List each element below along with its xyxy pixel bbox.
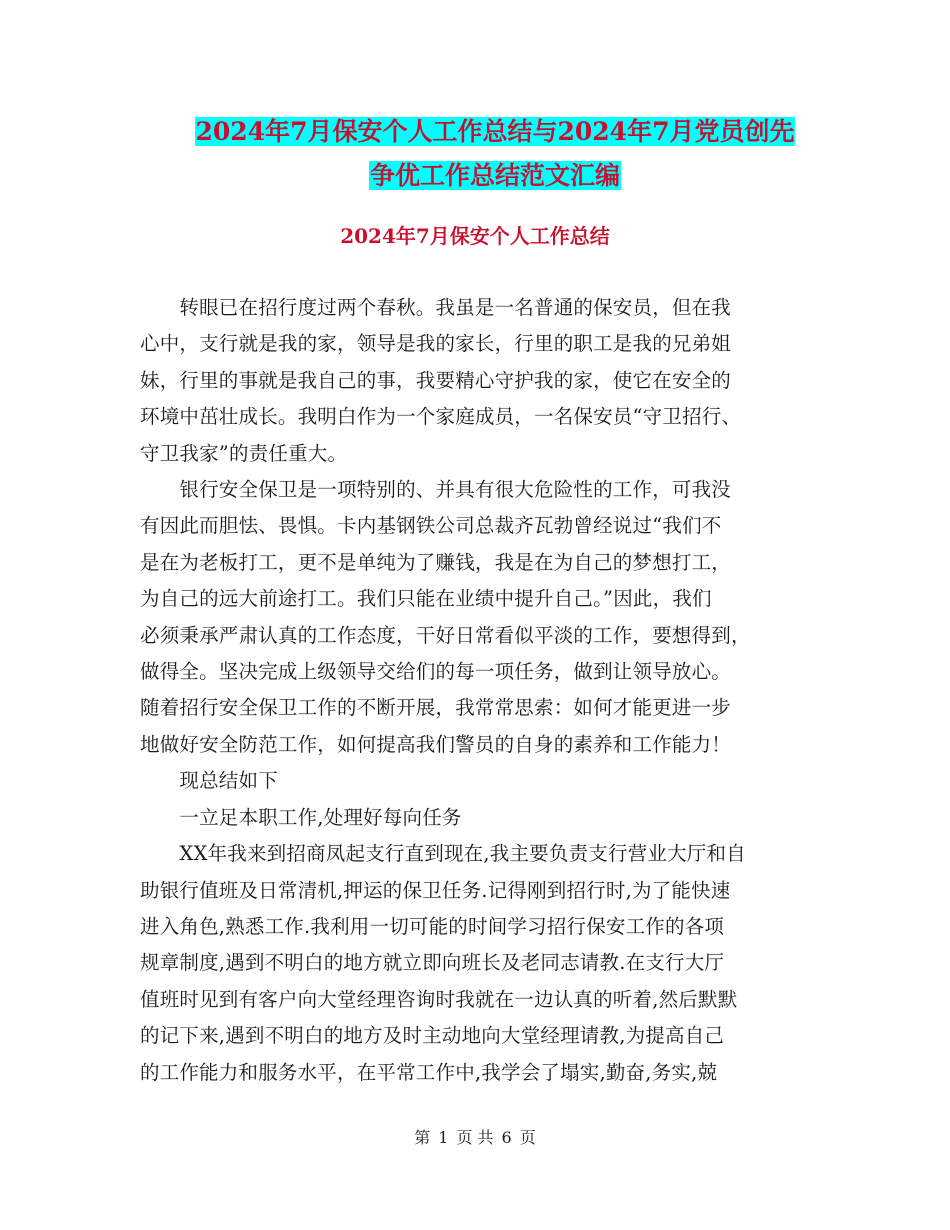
- body-line: XX年我来到招商凤起支行直到现在,我主要负责支行营业大厅和自: [140, 842, 746, 866]
- section-title: 2024年7月保安个人工作总结: [340, 224, 610, 248]
- body-line: 有因此而胆怯、畏惧。卡内基钢铁公司总裁齐瓦勃曾经说过“我们不: [140, 514, 722, 538]
- footer-suffix: 页: [519, 1128, 536, 1147]
- document-title-line-2: [140, 156, 850, 196]
- body-line: 的工作能力和服务水平，在平常工作中,我学会了塌实,勤奋,务实,兢: [140, 1060, 718, 1084]
- body-line: 银行安全保卫是一项特别的、并具有很大危险性的工作，可我没: [140, 478, 732, 502]
- body-line: 是在为老板打工，更不是单纯为了赚钱，我是在为自己的梦想打工，: [140, 550, 732, 574]
- body-line: 做得全。坚决完成上级领导交给们的每一项任务，做到让领导放心。: [140, 660, 732, 684]
- body-line: 为自己的远大前途打工。我们只能在业绩中提升自己。”因此，我们: [140, 587, 712, 611]
- document-body: [140, 290, 810, 1091]
- document-title-line-1: [140, 112, 850, 152]
- body-line: 心中，支行就是我的家，领导是我的家长，行里的职工是我的兄弟姐: [140, 332, 732, 356]
- body-line: 随着招行安全保卫工作的不断开展，我常常思索：如何才能更进一步: [140, 696, 732, 720]
- body-line: 转眼已在招行度过两个春秋。我虽是一名普通的保安员，但在我: [140, 296, 732, 319]
- body-line: 守卫我家”的责任重大。: [140, 441, 348, 465]
- footer-page-number: 1: [438, 1128, 449, 1147]
- body-line: 一立足本职工作,处理好每向任务: [140, 805, 462, 829]
- page-footer: [0, 1125, 950, 1148]
- footer-prefix: 第: [414, 1128, 431, 1147]
- title-highlight: 2024年7月保安个人工作总结与2024年7月党员创先: [195, 117, 795, 146]
- body-line: 必须秉承严肃认真的工作态度，干好日常看似平淡的工作，要想得到，: [140, 623, 751, 647]
- footer-mid: 页 共: [456, 1128, 494, 1147]
- body-line: 环境中茁壮成长。我明白作为一个家庭成员，一名保安员“守卫招行、: [140, 405, 742, 429]
- body-line: 进入角色,熟悉工作.我利用一切可能的时间学习招行保安工作的各项: [140, 914, 725, 938]
- body-line: 现总结如下: [140, 769, 278, 793]
- body-line: 的记下来,遇到不明白的地方及时主动地向大堂经理请教,为提高自己: [140, 1024, 725, 1048]
- body-line: 助银行值班及日常清机,押运的保卫任务.记得刚到招行时,为了能快速: [140, 878, 731, 902]
- body-line: 妹，行里的事就是我自己的事，我要精心守护我的家，使它在安全的: [140, 368, 732, 392]
- body-line: 地做好安全防范工作，如何提高我们警员的自身的素养和工作能力！: [140, 732, 732, 756]
- title-highlight: 争优工作总结范文汇编: [369, 161, 620, 190]
- footer-total-pages: 6: [501, 1128, 512, 1147]
- body-line: 值班时见到有客户向大堂经理咨询时我就在一边认真的听着,然后默默: [140, 987, 738, 1011]
- body-line: 规章制度,遇到不明白的地方就立即向班长及老同志请教.在支行大厅: [140, 951, 725, 975]
